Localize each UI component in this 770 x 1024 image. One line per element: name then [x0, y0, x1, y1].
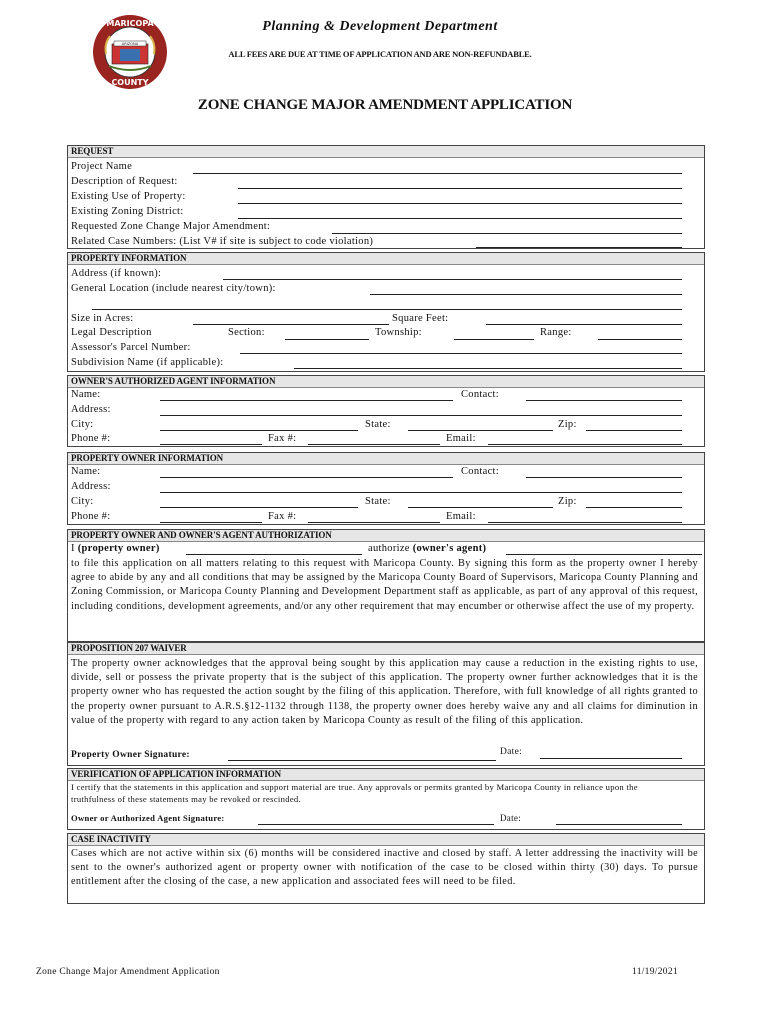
existing-zoning-field[interactable]	[238, 218, 682, 219]
section-label: Section:	[228, 327, 265, 338]
agent-state-label: State:	[365, 419, 391, 430]
requested-zone-field[interactable]	[332, 233, 682, 234]
subdivision-field[interactable]	[294, 368, 682, 369]
property-heading: PROPERTY INFORMATION	[68, 253, 704, 265]
agent-name-field[interactable]	[160, 400, 453, 401]
general-location-field-2[interactable]	[92, 309, 682, 310]
waiver-signature-field[interactable]	[228, 760, 496, 761]
owner-section	[67, 452, 705, 525]
owner-zip-label: Zip:	[558, 496, 577, 507]
agent-fax-label: Fax #:	[268, 433, 297, 444]
requested-zone-label: Requested Zone Change Major Amendment:	[71, 221, 271, 232]
owner-fax-field[interactable]	[308, 522, 440, 523]
range-field[interactable]	[598, 339, 682, 340]
waiver-signature-label: Property Owner Signature:	[71, 750, 190, 760]
agent-section	[67, 375, 705, 447]
waiver-date-field[interactable]	[540, 758, 682, 759]
svg-text:MARICOPA: MARICOPA	[106, 19, 154, 28]
waiver-section	[67, 642, 705, 766]
auth-authorize-label: authorize (owner's agent)	[368, 543, 487, 554]
size-acres-field[interactable]	[193, 324, 389, 325]
parcel-number-field[interactable]	[240, 353, 682, 354]
owner-contact-label: Contact:	[461, 466, 499, 477]
owner-contact-field[interactable]	[526, 477, 682, 478]
waiver-text: The property owner acknowledges that the approval being sought by this application may cause a reduction in the existing rights to use, divide, sell or possess the private property that is the subject of this application. The property owner further acknowledges that it is the property owner who has requested the action sought by the filing of this application. Therefore, with full knowledge of all rights granted to the property owner pursuant to A.R.S.§12-1132 through 1138, the property owner does hereby waive any and all claims for diminution in value of the property with regard to any action taken by Maricopa County as result of the filing of this application.	[71, 658, 698, 726]
property-address-field[interactable]	[223, 279, 682, 280]
agent-contact-field[interactable]	[526, 400, 682, 401]
agent-zip-label: Zip:	[558, 419, 577, 430]
owner-address-label: Address:	[71, 481, 111, 492]
township-label: Township:	[375, 327, 422, 338]
footer-date: 11/19/2021	[632, 967, 678, 977]
agent-city-field[interactable]	[160, 430, 358, 431]
agent-email-field[interactable]	[488, 444, 682, 445]
owner-heading: PROPERTY OWNER INFORMATION	[68, 453, 704, 465]
owner-phone-field[interactable]	[160, 522, 262, 523]
size-acres-label: Size in Acres:	[71, 313, 134, 324]
agent-phone-field[interactable]	[160, 444, 262, 445]
owner-fax-label: Fax #:	[268, 511, 297, 522]
agent-address-label: Address:	[71, 404, 111, 415]
verification-heading: VERIFICATION OF APPLICATION INFORMATION	[68, 769, 704, 781]
department-heading: Planning & Development Department	[262, 19, 498, 34]
legal-description-label: Legal Description	[71, 327, 152, 338]
auth-i-label: I (property owner)	[71, 543, 160, 554]
agent-name-label: Name:	[71, 389, 101, 400]
description-label: Description of Request:	[71, 176, 178, 187]
existing-use-label: Existing Use of Property:	[71, 191, 186, 202]
verification-date-label: Date:	[500, 813, 521, 823]
inactivity-heading: CASE INACTIVITY	[68, 834, 704, 846]
owner-city-label: City:	[71, 496, 94, 507]
verification-signature-label: Owner or Authorized Agent Signature:	[71, 813, 225, 823]
owner-email-label: Email:	[446, 511, 476, 522]
verification-signature-field[interactable]	[258, 824, 494, 825]
general-location-field[interactable]	[370, 294, 682, 295]
authorization-text: to file this application on all matters relating to this request with Maricopa County. By signing this form as the property owner I hereby agree to abide by any and all conditions that may be assigned by the Maricopa County Board of Supervisors, Maricopa County Planning and Zoning Commission, or Maricopa County Planning and Development Department staff as applicable, as part of any approval of this request, including conditions, development agreements, and/or any other requirement that may encumber or otherwise affect the use of my property.	[71, 558, 698, 612]
fees-notice: ALL FEES ARE DUE AT TIME OF APPLICATION AND ARE NON-REFUNDABLE.	[228, 49, 532, 59]
agent-state-field[interactable]	[408, 430, 553, 431]
general-location-label: General Location (include nearest city/town):	[71, 283, 276, 294]
subdivision-label: Subdivision Name (if applicable):	[71, 357, 224, 368]
related-cases-field[interactable]	[476, 247, 682, 248]
inactivity-text: Cases which are not active within six (6) months will be considered inactive and closed by staff. A letter addressing the inactivity will be sent to the owner's authorized agent or property owner with notification of the case to be closed within thirty (30) days. To pursue entitlement after the closing of the case, a new application and associated fees will need to be filed.	[71, 848, 698, 888]
square-feet-label: Square Feet:	[392, 313, 449, 324]
owner-city-field[interactable]	[160, 507, 358, 508]
project-name-label: Project Name	[71, 161, 133, 172]
owner-address-field[interactable]	[160, 492, 682, 493]
agent-phone-label: Phone #:	[71, 433, 111, 444]
inactivity-section	[67, 833, 705, 904]
section-field[interactable]	[285, 339, 369, 340]
owner-state-field[interactable]	[408, 507, 553, 508]
maricopa-county-seal	[92, 14, 168, 90]
agent-heading: OWNER'S AUTHORIZED AGENT INFORMATION	[68, 376, 704, 388]
owner-name-label: Name:	[71, 466, 101, 477]
form-title: ZONE CHANGE MAJOR AMENDMENT APPLICATION	[197, 97, 573, 113]
township-field[interactable]	[454, 339, 534, 340]
agent-city-label: City:	[71, 419, 94, 430]
description-field[interactable]	[238, 188, 682, 189]
auth-agent-field[interactable]	[506, 554, 702, 555]
svg-text:ARIZONA: ARIZONA	[121, 42, 139, 46]
request-heading: REQUEST	[68, 146, 704, 158]
authorization-section	[67, 529, 705, 642]
owner-name-field[interactable]	[160, 477, 453, 478]
project-name-field[interactable]	[193, 173, 682, 174]
owner-zip-field[interactable]	[586, 507, 682, 508]
svg-text:COUNTY: COUNTY	[111, 78, 149, 87]
request-section	[67, 145, 705, 249]
agent-contact-label: Contact:	[461, 389, 499, 400]
authorization-heading: PROPERTY OWNER AND OWNER'S AGENT AUTHORIZATION	[68, 530, 704, 542]
address-label: Address (if known):	[71, 268, 162, 279]
waiver-heading: PROPOSITION 207 WAIVER	[68, 643, 704, 655]
square-feet-field[interactable]	[486, 324, 682, 325]
verification-section	[67, 768, 705, 830]
existing-zoning-label: Existing Zoning District:	[71, 206, 184, 217]
property-section	[67, 252, 705, 372]
related-cases-label: Related Case Numbers: (List V# if site is subject to code violation)	[71, 236, 374, 247]
agent-fax-field[interactable]	[308, 444, 440, 445]
auth-owner-field[interactable]	[186, 554, 362, 555]
waiver-date-label: Date:	[500, 747, 523, 757]
parcel-number-label: Assessor's Parcel Number:	[71, 342, 191, 353]
agent-address-field[interactable]	[160, 415, 682, 416]
verification-text: I certify that the statements in this application and support material are true. Any approvals or permits granted by Maricopa County in reliance upon the truthfulness of these statements may be revoked or rescinded.	[71, 782, 638, 804]
agent-email-label: Email:	[446, 433, 476, 444]
footer-form-name: Zone Change Major Amendment Application	[36, 967, 220, 977]
agent-zip-field[interactable]	[586, 430, 682, 431]
owner-phone-label: Phone #:	[71, 511, 111, 522]
existing-use-field[interactable]	[238, 203, 682, 204]
verification-date-field[interactable]	[556, 824, 682, 825]
range-label: Range:	[540, 327, 572, 338]
owner-email-field[interactable]	[488, 522, 682, 523]
owner-state-label: State:	[365, 496, 391, 507]
